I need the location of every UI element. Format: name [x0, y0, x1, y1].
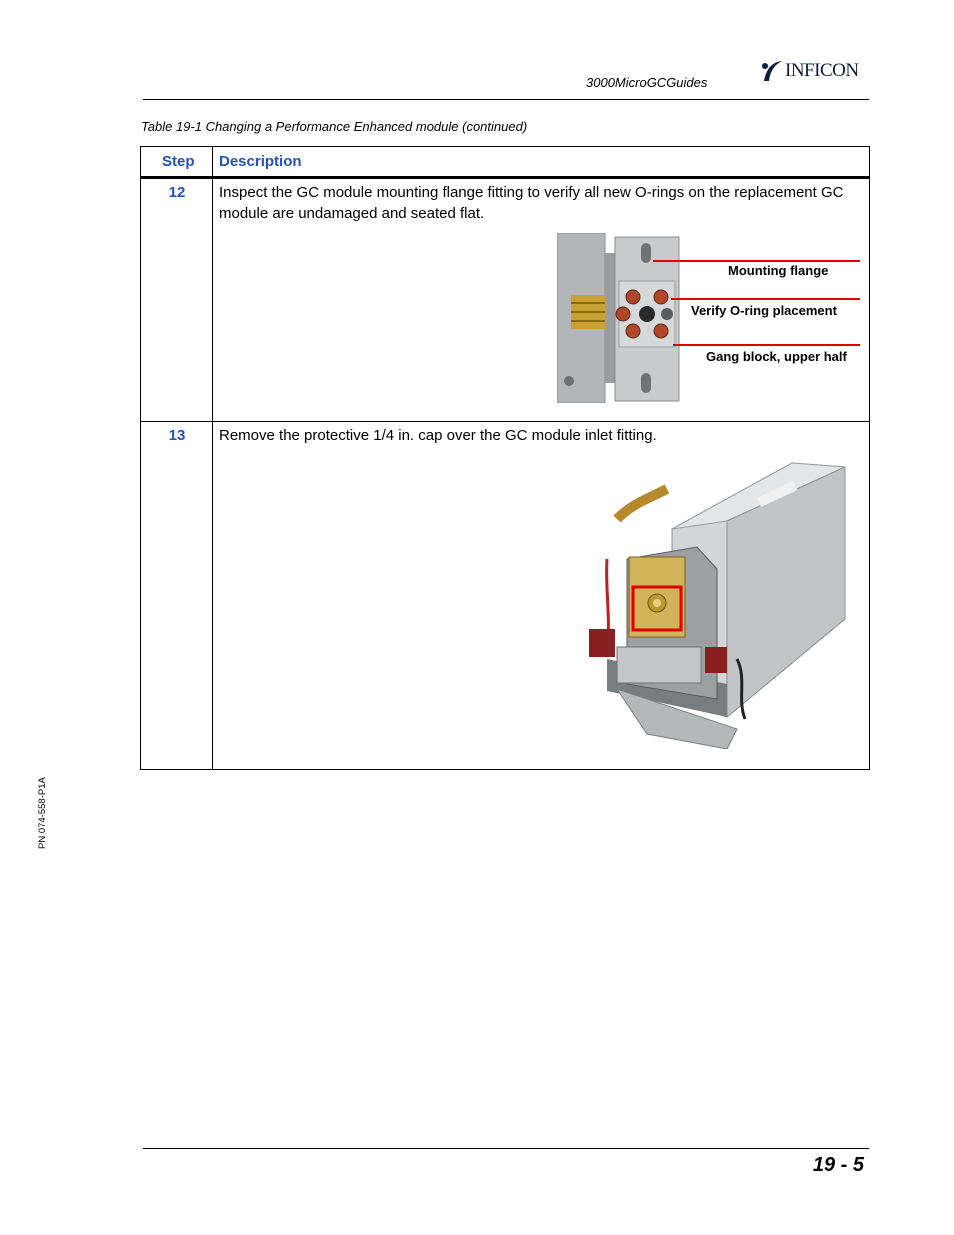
header-rule-double [141, 176, 869, 179]
step-number: 12 [168, 184, 186, 201]
gc-module-photo [587, 459, 863, 749]
table-caption: Table 19-1 Changing a Performance Enhanced module (continued) [141, 119, 528, 134]
inficon-logo-icon [760, 59, 784, 83]
mounting-flange-photo [557, 233, 693, 403]
step-number: 13 [168, 427, 186, 444]
procedure-table [140, 146, 870, 770]
row-divider [141, 421, 869, 422]
column-divider [212, 147, 213, 769]
guide-title: 3000MicroGCGuides [586, 75, 708, 90]
header-description: Description [219, 153, 302, 170]
header-step: Step [162, 153, 195, 170]
callout-line-gang-block [673, 344, 860, 346]
inficon-logo [760, 59, 859, 83]
footer-rule [143, 1148, 869, 1149]
header-rule [143, 99, 869, 100]
callout-gang-block: Gang block, upper half [706, 349, 847, 364]
callout-line-mounting-flange [653, 260, 860, 262]
part-number: PN 074-558-P1A [37, 777, 48, 849]
callout-line-o-ring [671, 298, 860, 300]
step-description: Remove the protective 1/4 in. cap over the GC module inlet fitting. [219, 427, 657, 444]
logo-wordmark: INFICON [785, 60, 859, 81]
callout-mounting-flange: Mounting flange [728, 263, 829, 278]
callout-o-ring-placement: Verify O-ring placement [691, 303, 837, 318]
step-description: Inspect the GC module mounting flange fitting to verify all new O-rings on the replacement GC module are undamaged and seated flat. [219, 184, 844, 222]
page-number: 19 - 5 [812, 1154, 864, 1176]
